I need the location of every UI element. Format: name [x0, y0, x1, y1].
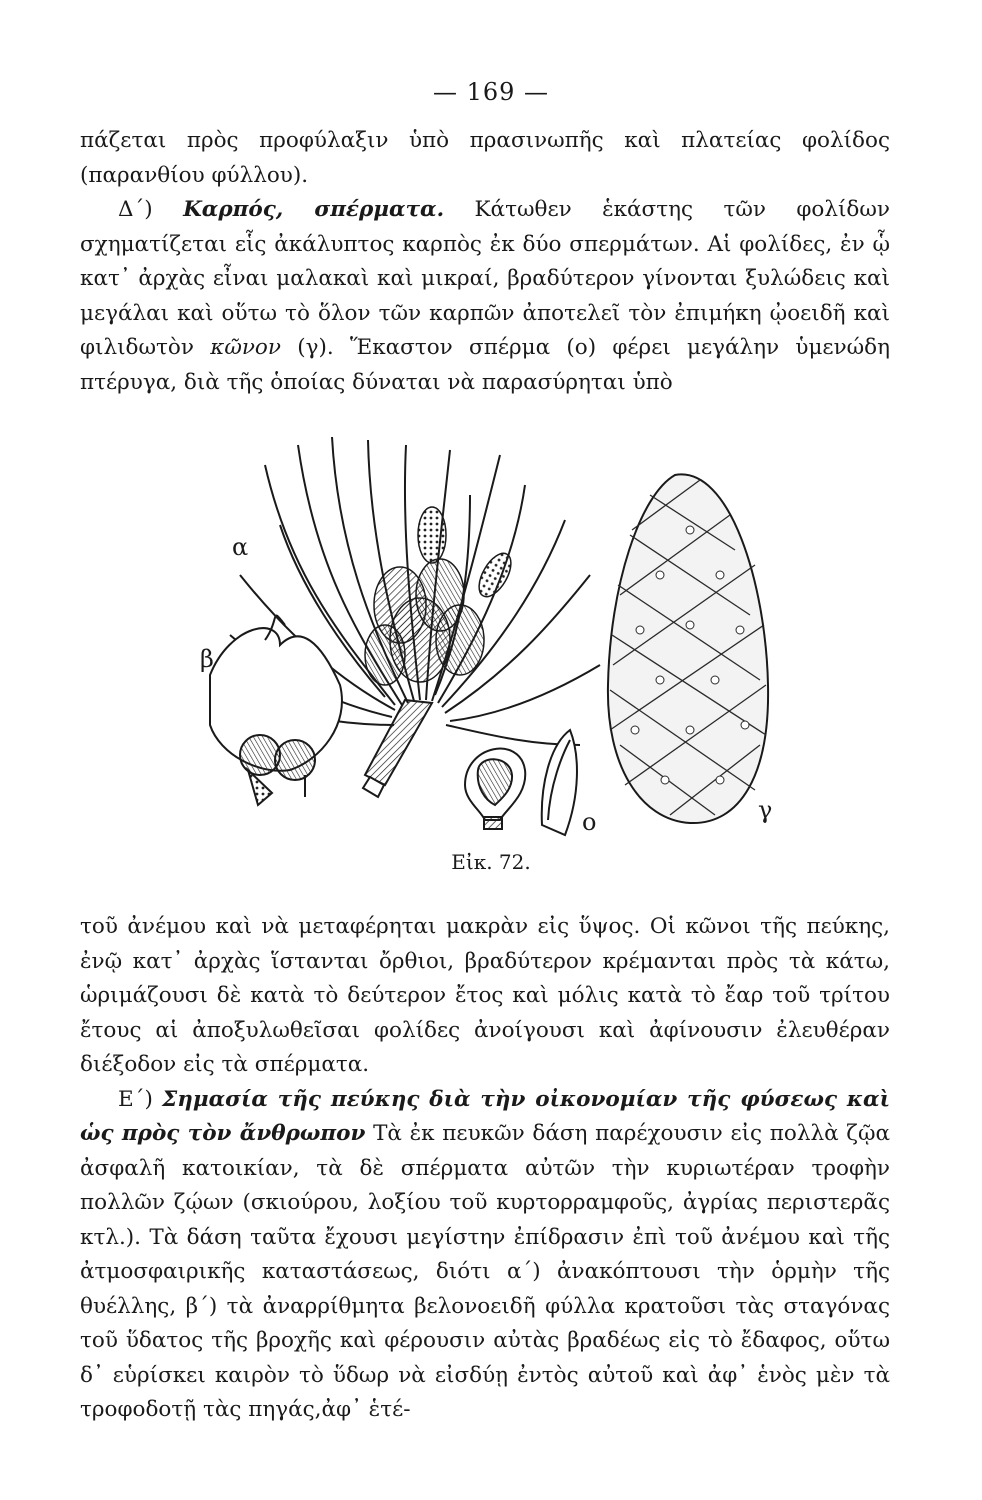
fig-label-o: ο — [582, 808, 597, 836]
winged-seed-detail — [210, 616, 342, 805]
fig-label-b: β — [200, 645, 214, 673]
flower-cluster — [365, 507, 517, 685]
fig-label-a: α — [232, 533, 249, 561]
page-number: — 169 — — [432, 78, 550, 106]
paragraph-continuation: πάζεται πρὸς προφύλαξιν ὑπὸ πρασινωπῆς καὶ πλατείας φολίδος (παρανθίου φύλλου). — [80, 128, 890, 188]
paragraph-significance — [80, 1083, 890, 1428]
paragraph-fruit-seeds-text-after: (γ). Ἕκαστον σπέρμα (ο) φέρει μεγάλην ὑμενώδη πτέρυγα, διὰ τῆς ὁποίας δύναται νὰ παρασύρηται ὑπὸ — [80, 335, 890, 395]
seed-section-detail — [465, 749, 525, 829]
paragraph-significance-text: Τὰ ἐκ πευκῶν δάση παρέχουσιν εἰς πολλὰ ζῷα ἀσφαλῆ κατοικίαν, τὰ δὲ σπέρματα αὐτῶν τὴν κυριωτέραν τροφὴν πολλῶν ζῴων (σκιούρου, λοξίου τοῦ κυρτορραμφοῦς, ἀγρίας περιστερᾶς κτλ.). Τὰ δάση ταῦτα ἔχουσι μεγίστην ἐπίδρασιν ἐπὶ τοῦ ἀνέμου καὶ τῆς ἀτμοσφαιρικῆς καταστάσεως, διότι α΄) ἀνακόπτουσι τὴν ὁρμὴν τῆς θυέλλης, β΄) τὰ ἀναρρίθμητα βελονοειδῆ φύλλα κρατοῦσι τὰς σταγόνας τοῦ ὕδατος τῆς βροχῆς καὶ φέρουσιν αὐτὰς βραδέως εἰς τὸ ἔδαφος, οὕτω δ᾽ εὑρίσκει καιρὸν τὸ ὕδωρ νὰ εἰσδύῃ ἐντὸς αὐτοῦ καὶ ἀφ᾽ ἑνὸς μὲν τὰ τροφοδοτῇ τὰς πηγάς,ἀφ᾽ ἑτέ- — [80, 1121, 890, 1422]
twig — [363, 700, 432, 797]
fig-label-g: γ — [758, 796, 773, 824]
paragraph-cones-ripening: τοῦ ἀνέμου καὶ νὰ μεταφέρηται μακρὰν εἰς ὕψος. Οἱ κῶνοι τῆς πεύκης, ἐνῷ κατ᾽ ἀρχὰς ἵστανται ὄρθιοι, βραδύτερον κρέμανται πρὸς τὰ κάτω, ὡριμάζουσι δὲ κατὰ τὸ δεύτερον ἔτος καὶ μόλις κατὰ τὸ ἔαρ τοῦ τρίτου ἔτους αἱ ἀποξυλωθεῖσαι φολίδες ἀνοίγουσι καὶ ἀφίνουσιν ἐλευθέραν διέξοδον εἰς τὰ σπέρματα. — [80, 914, 890, 1077]
paragraph-fruit-seeds-text: Κάτωθεν ἑκάστης τῶν φολίδων σχηματίζεται εἷς ἀκάλυπτος καρπὸς ἐκ δύο σπερμάτων. Αἱ φολίδες, ἐν ᾧ κατ᾽ ἀρχὰς εἶναι μαλακαὶ καὶ μικραί, βραδύτερον γίνονται ξυλώδεις καὶ μεγάλαι καὶ οὕτω τὸ ὅλον τῶν καρπῶν ἀποτελεῖ τὸν ἐπιμήκη ᾠοειδῆ καὶ φιλιδωτὸν — [80, 197, 890, 360]
paragraph-fruit-seeds — [80, 193, 890, 400]
section-heading-fruit-seeds: Καρπός, σπέρματα. — [183, 197, 445, 222]
section-heading-significance: Σημασία τῆς πεύκης διὰ τὴν οἰκονομίαν τῆς φύσεως καὶ ὡς πρὸς τὸν ἄνθρωπον — [80, 1086, 890, 1146]
pine-branch-cone-drawing — [170, 425, 890, 850]
seed-wing-detail — [542, 730, 577, 835]
text-block-top — [80, 124, 890, 400]
text-block-bottom — [80, 910, 890, 1428]
pine-cone — [608, 474, 768, 823]
figure-pine-illustration — [170, 425, 890, 850]
figure-caption: Εἰκ. 72. — [451, 850, 531, 874]
section-label-d: Δ΄) — [118, 197, 153, 222]
italic-term-cone: κῶνον — [210, 335, 281, 360]
section-label-e: Ε΄) — [118, 1086, 153, 1112]
